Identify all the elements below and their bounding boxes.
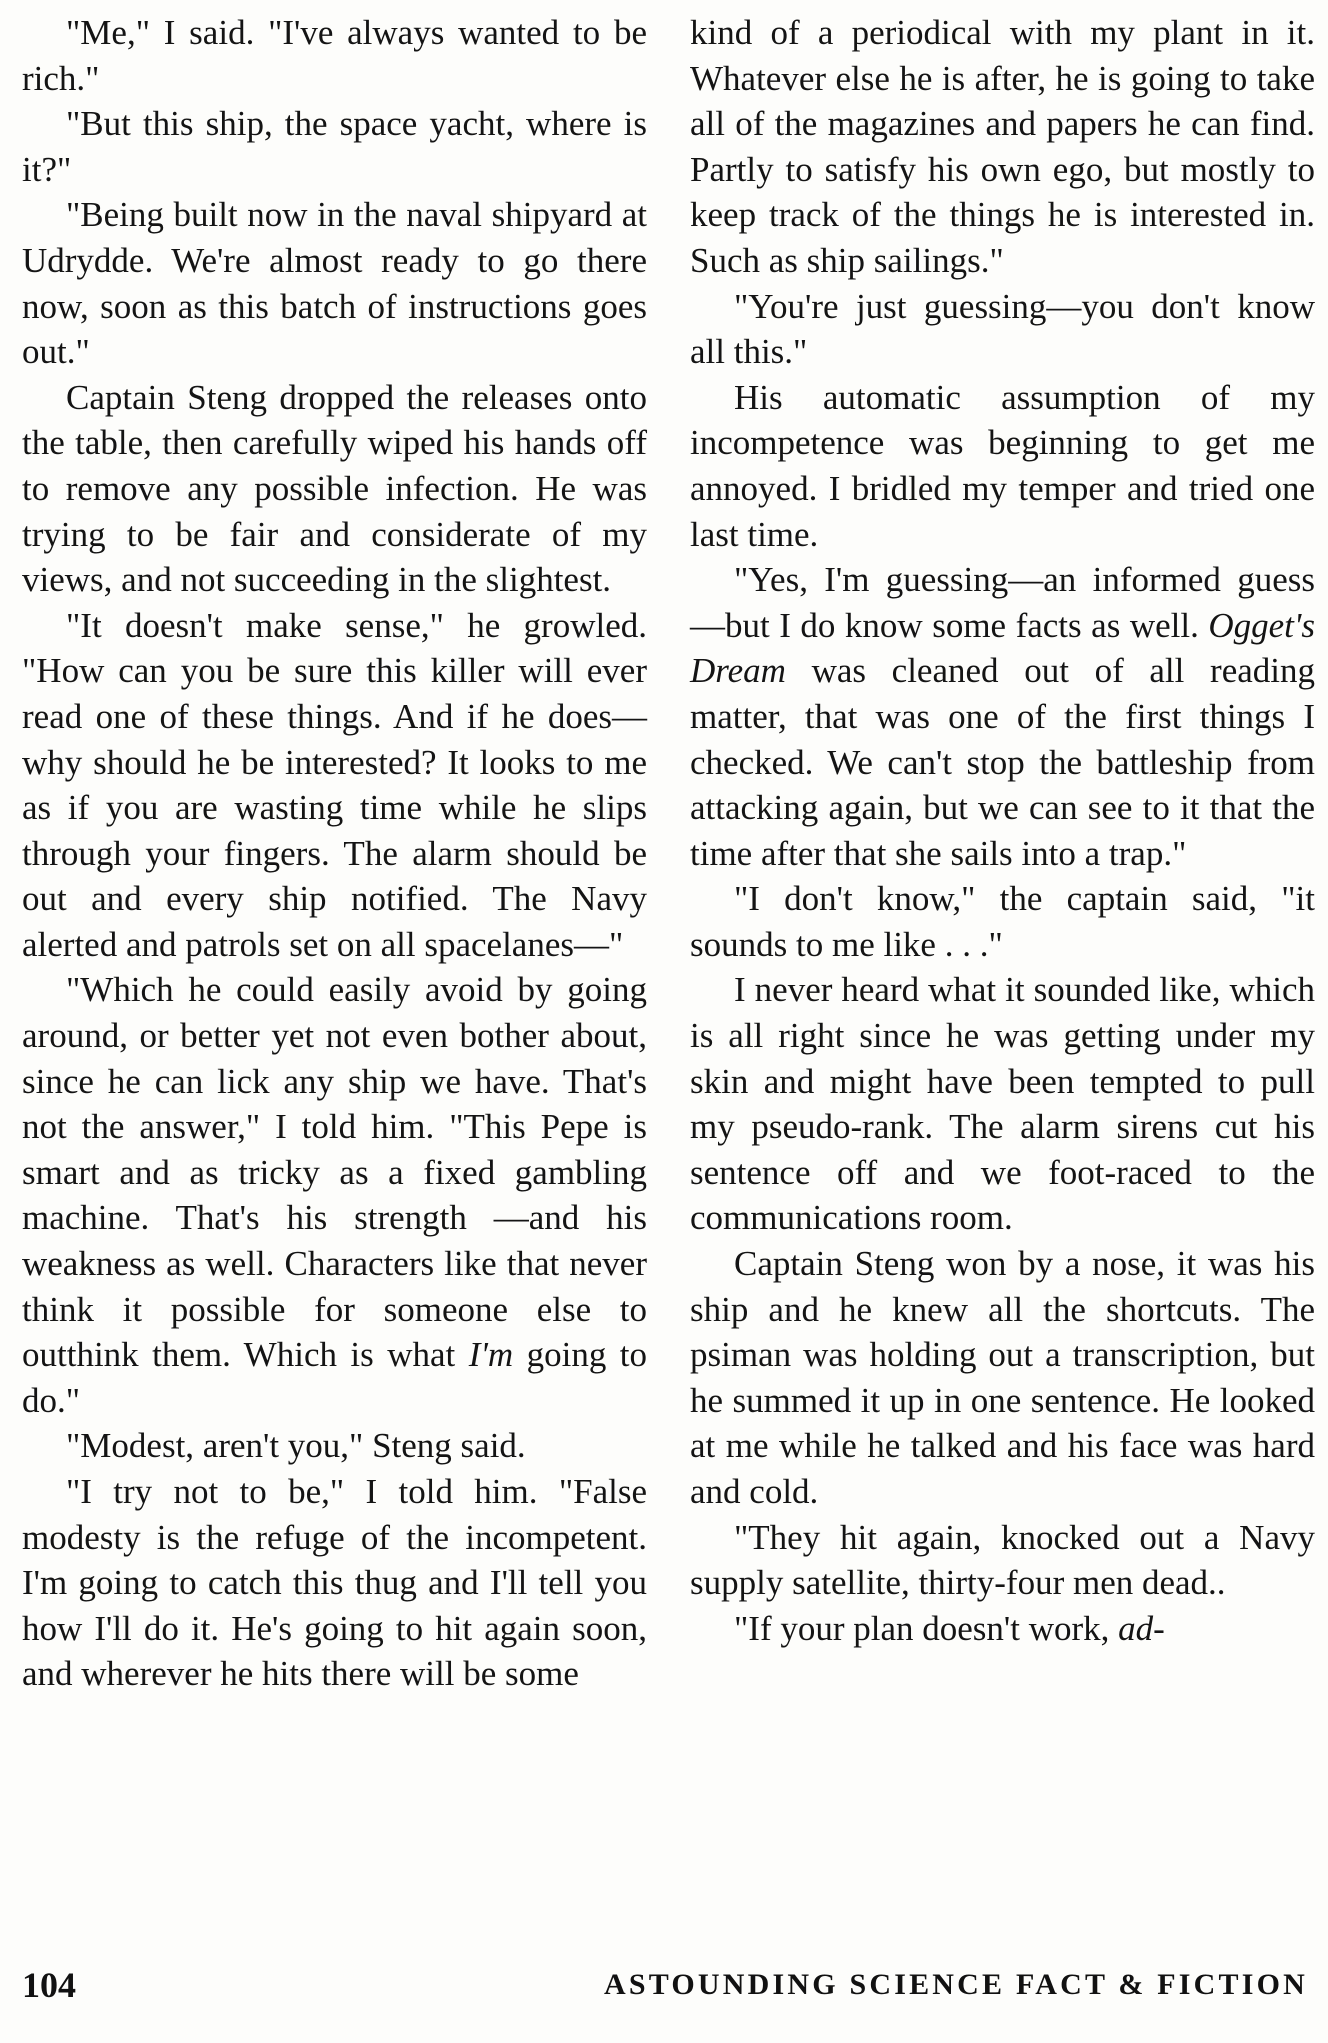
paragraph: "But this ship, the space yacht, where is it?" bbox=[22, 104, 647, 189]
paragraph: I never heard what it sounded like, which is all right since he was getting under my skin and might have been tempted to pull my pseudo-rank. The alarm sirens cut his sentence off and we foot-raced to the communications room. bbox=[690, 970, 1315, 1238]
paragraph bbox=[22, 967, 647, 1423]
paragraph bbox=[690, 557, 1315, 876]
paragraph-text: "If your plan doesn't work, bbox=[734, 1608, 1119, 1648]
paragraph bbox=[690, 1606, 1315, 1652]
paragraph-text: "Yes, I'm guessing—an informed guess—but I do know some facts as well. bbox=[690, 560, 1315, 645]
right-text-column bbox=[690, 10, 1315, 1651]
paragraph: Captain Steng won by a nose, it was his ship and he knew all the shortcuts. The psiman was holding out a transcription, but he summed it up in one sentence. He looked at me while he talked and his face was hard and cold. bbox=[690, 1244, 1315, 1511]
paragraph: "I don't know," the captain said, "it sounds to me like . . ." bbox=[690, 879, 1315, 964]
paragraph: "It doesn't make sense," he growled. "How can you be sure this killer will ever read one of these things. And if he does—why should he be interested? It looks to me as if you are wasting time while he slips through your fingers. The alarm should be out and every ship notified. The Navy alerted and patrols set on all spacelanes—" bbox=[22, 605, 647, 964]
italic-emphasis: ad- bbox=[1118, 1608, 1165, 1648]
paragraph: "Me," I said. "I've always wanted to be rich." bbox=[22, 13, 647, 98]
paragraph: "They hit again, knocked out a Navy supply satellite, thirty-four men dead.. bbox=[690, 1517, 1315, 1603]
paragraph: "Modest, aren't you," Steng said. bbox=[66, 1426, 526, 1466]
paragraph: Captain Steng dropped the releases onto the table, then carefully wiped his hands off to remove any possible infection. He was trying to be fair and considerate of my views, and not succeeding in the slightest. bbox=[22, 377, 647, 600]
paragraph: kind of a periodical with my plant in it. Whatever else he is after, he is going to take all of the magazines and papers he can find. Partly to satisfy his own ego, but mostly to keep track of the things he is interested in. Such as ship sailings." bbox=[690, 13, 1315, 280]
paragraph: His automatic assumption of my incompetence was beginning to get me annoyed. I bridled my temper and tried one last time. bbox=[690, 377, 1315, 554]
paragraph: "You're just guessing—you don't know all this." bbox=[690, 286, 1315, 372]
paragraph: "I try not to be," I told him. "False modesty is the refuge of the incompetent. I'm going to catch this thug and I'll tell you how I'll do it. He's going to hit again soon, and wherever he hits there will be some bbox=[22, 1472, 647, 1694]
page-footer bbox=[22, 1964, 1308, 2014]
left-text-column bbox=[22, 10, 647, 1697]
italic-ship-name: Ogget's Dream bbox=[690, 605, 1315, 691]
paragraph-text: was cleaned out of all reading matter, that was one of the first things I checked. We can't stop the battleship from attacking again, but we can see to it that the time after that she sails into a trap." bbox=[690, 651, 1315, 873]
page-number: 104 bbox=[22, 1965, 76, 2005]
running-title: ASTOUNDING SCIENCE FACT & FICTION bbox=[603, 1968, 1308, 2001]
italic-emphasis: I'm bbox=[468, 1335, 514, 1375]
paragraph-text: going to do." bbox=[22, 1335, 647, 1420]
paragraph: "Being built now in the naval shipyard at Udrydde. We're almost ready to go there now, soon as this batch of instructions goes out." bbox=[22, 195, 647, 372]
paragraph-text: "Which he could easily avoid by going around, or better yet not even bother about, since he can lick any ship we have. That's not the answer," I told him. "This Pepe is smart and as tricky as a fixed gambling machine. That's his strength —and his weakness as well. Characters like that never think it possible for someone else to outthink them. Which is what bbox=[22, 970, 647, 1375]
